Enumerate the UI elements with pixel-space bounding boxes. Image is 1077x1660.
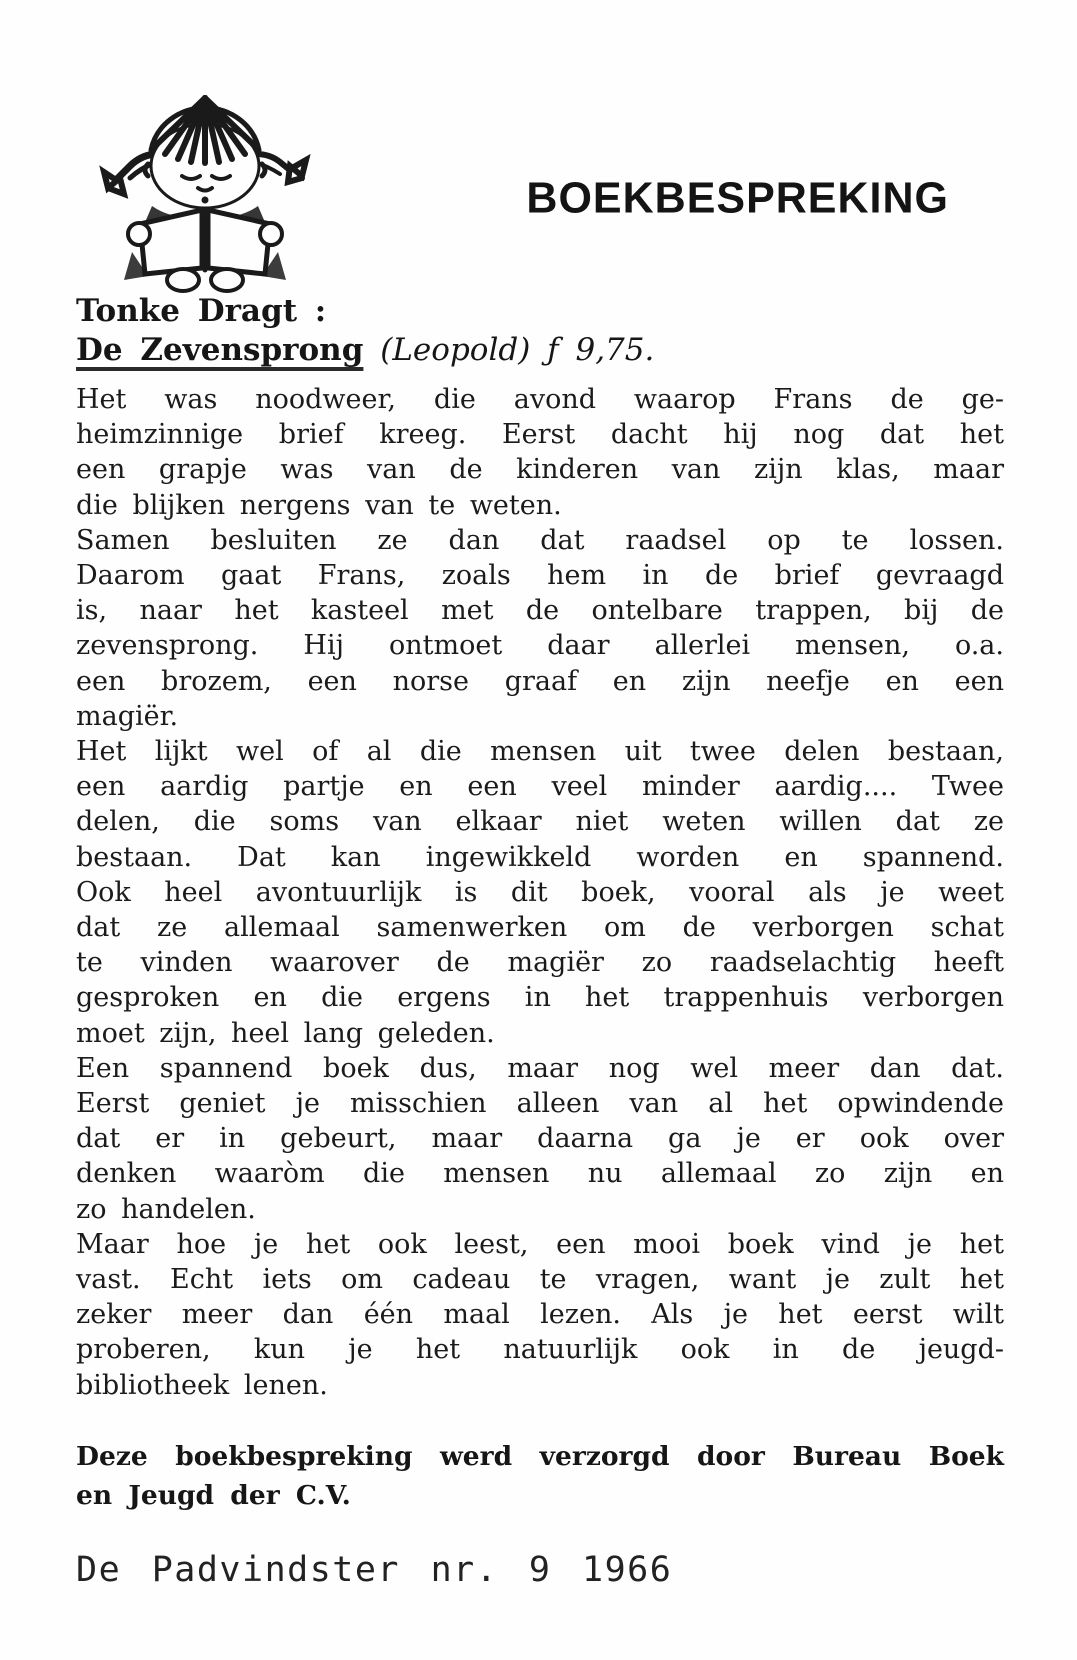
body-line: Een spannend boek dus, maar nog wel meer dan dat. — [76, 1052, 1004, 1084]
body-line: bibliotheek lenen. — [76, 1369, 328, 1401]
review-body — [76, 382, 1004, 1403]
book-title-line — [76, 331, 1004, 370]
body-line: magiër. — [76, 700, 179, 732]
body-line: Eerst geniet je misschien alleen van al het opwindende — [76, 1088, 1004, 1120]
body-line: zeker meer dan één maal lezen. Als je het eerst wilt — [76, 1299, 1004, 1331]
body-line: denken waaròm die mensen nu allemaal zo zijn en — [76, 1158, 1004, 1190]
body-line: bestaan. Dat kan ingewikkeld worden en spannend. — [76, 841, 1004, 873]
reading-girl-illustration — [90, 56, 320, 296]
body-line: een grapje was van de kinderen van zijn klas, maar — [76, 454, 1004, 486]
publisher-and-price: (Leopold) ƒ 9,75. — [380, 332, 655, 368]
body-line: zo handelen. — [76, 1193, 256, 1225]
body-line: dat er in gebeurt, maar daarna ga je er ook over — [76, 1123, 1004, 1155]
body-line: te vinden waarover de magiër zo raadselachtig heeft — [76, 947, 1004, 979]
body-line: die blijken nergens van te weten. — [76, 489, 562, 521]
body-line: moet zijn, heel lang geleden. — [76, 1017, 495, 1049]
body-line: Het was noodweer, die avond waarop Frans de ge- — [76, 384, 1004, 415]
body-line: gesproken en die ergens in het trappenhuis verborgen — [76, 982, 1004, 1014]
body-line: Ook heel avontuurlijk is dit boek, vooral als je weet — [76, 876, 1004, 908]
author-name: Tonke Dragt : — [76, 293, 327, 329]
section-title: BOEKBESPREKING — [526, 173, 949, 223]
reading-girl-icon — [90, 56, 320, 296]
body-line: een aardig partje en een veel minder aardig.... Twee — [76, 771, 1004, 803]
body-line: Het lijkt wel of al die mensen uit twee delen bestaan, — [76, 736, 1004, 768]
body-line: dat ze allemaal samenwerken om de verborgen schat — [76, 912, 1004, 944]
body-line: een brozem, een norse graaf en zijn neefje en een — [76, 665, 1004, 697]
book-title: De Zevensprong — [76, 332, 364, 368]
body-line: heimzinnige brief kreeg. Eerst dacht hij nog dat het — [76, 419, 1004, 451]
credit-line: en Jeugd der C.V. — [76, 1480, 351, 1511]
credit-note — [76, 1437, 1004, 1515]
body-line: Daarom gaat Frans, zoals hem in de brief gevraagd — [76, 560, 1004, 592]
review-title-block — [76, 292, 1004, 370]
body-line: zevensprong. Hij ontmoet daar allerlei mensen, o.a. — [76, 630, 1004, 662]
body-line: Maar hoe je het ook leest, een mooi boek vind je het — [76, 1228, 1004, 1260]
body-line: Samen besluiten ze dan dat raadsel op te lossen. — [76, 524, 1004, 556]
body-line: proberen, kun je het natuurlijk ook in de jeugd- — [76, 1334, 1004, 1366]
body-line: is, naar het kasteel met de ontelbare trappen, bij de — [76, 595, 1004, 627]
credit-line: Deze boekbespreking werd verzorgd door Bureau Boek — [76, 1441, 1004, 1472]
body-line: vast. Echt iets om cadeau te vragen, want je zult het — [76, 1264, 1004, 1296]
source-citation: De Padvindster nr. 9 1966 — [76, 1550, 673, 1590]
body-line: delen, die soms van elkaar niet weten willen dat ze — [76, 806, 1004, 838]
